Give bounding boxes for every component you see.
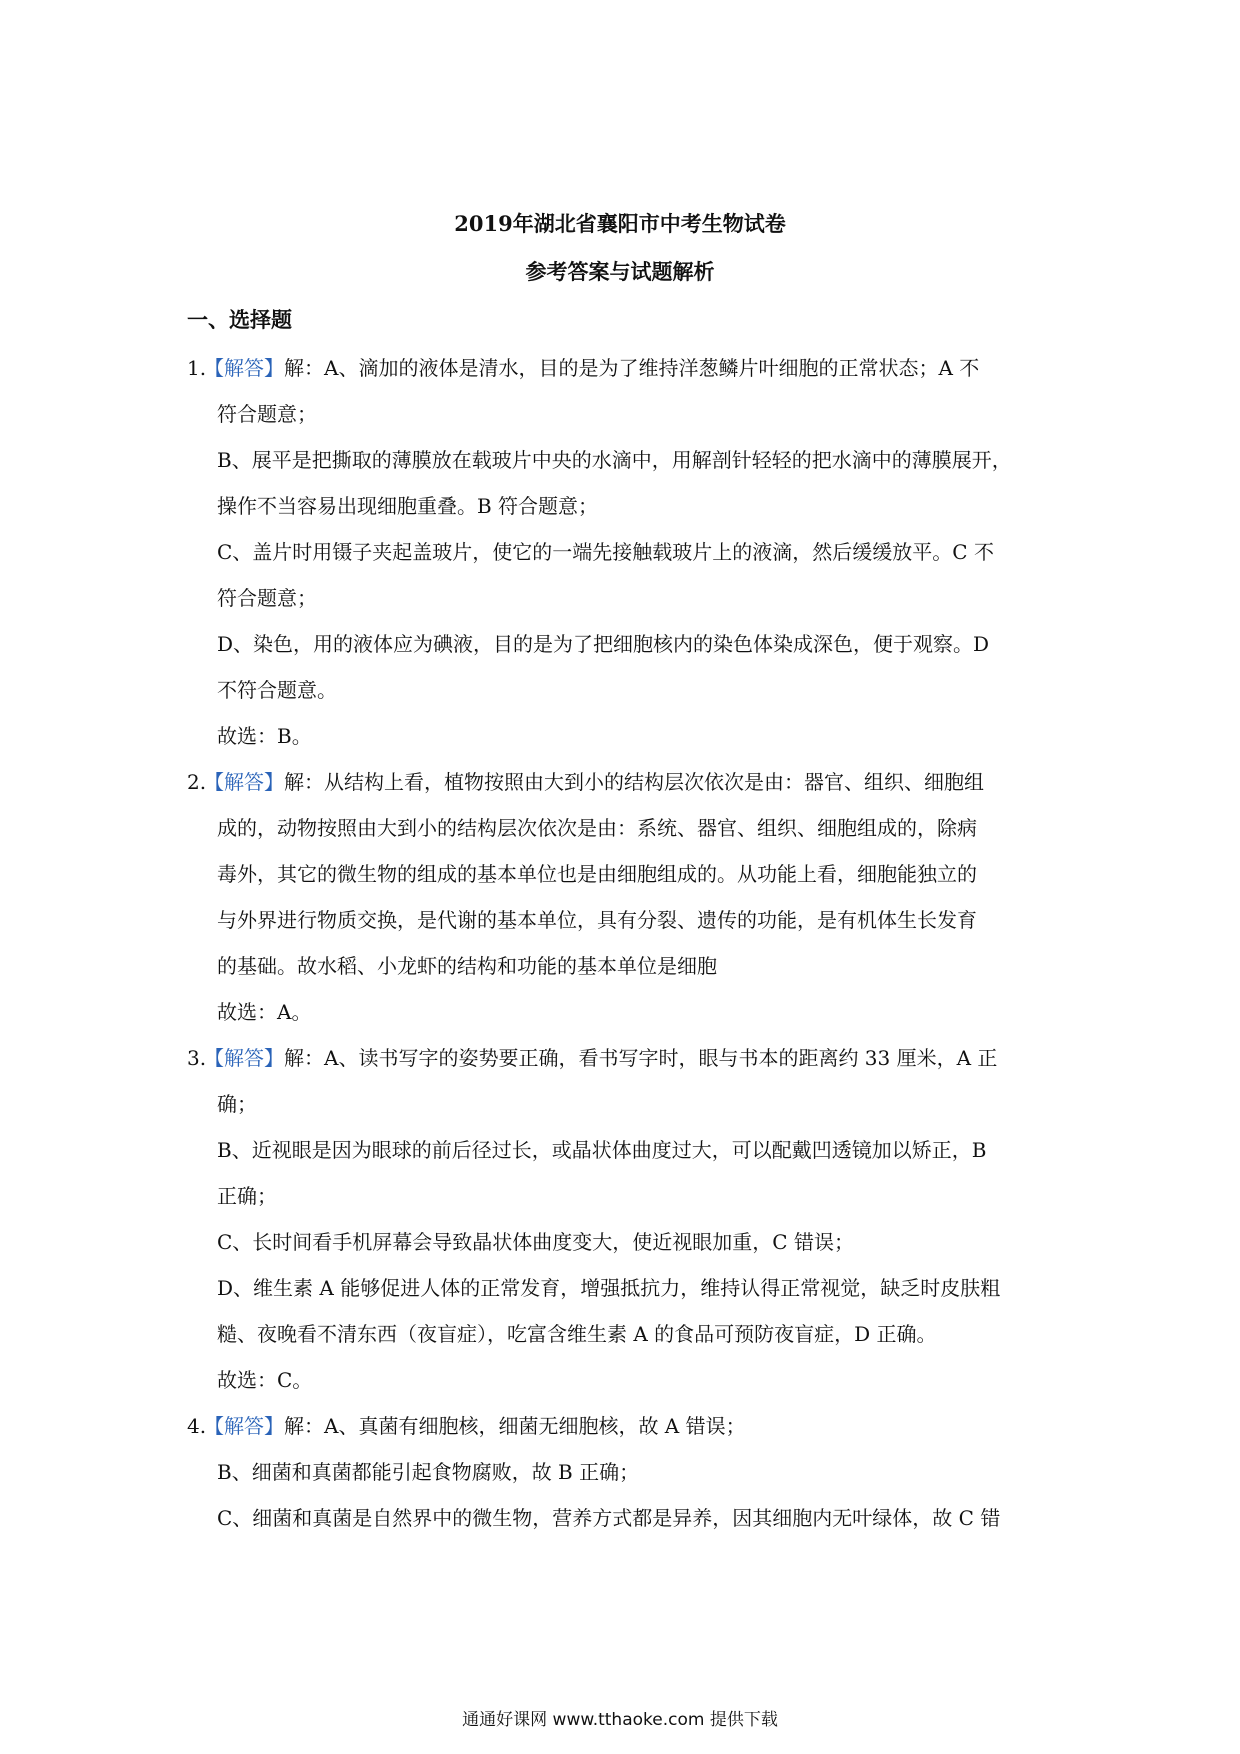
answer-text: 符合题意； <box>217 586 317 610</box>
answer-text: B、展平是把撕取的薄膜放在载玻片中央的水滴中，用解剖针轻轻的把水滴中的薄膜展开， <box>217 448 1012 472</box>
answer-text: C、长时间看手机屏幕会导致晶状体曲度变大，使近视眼加重，C 错误； <box>217 1230 854 1254</box>
answer-text: 成的，动物按照由大到小的结构层次依次是由：系统、器官、组织、细胞组成的，除病 <box>217 816 977 840</box>
answer-tag: 【解答】 <box>204 770 284 794</box>
answer-tag: 【解答】 <box>204 1414 284 1438</box>
answer-text: 符合题意； <box>217 402 317 426</box>
answer-text: 解：A、真菌有细胞核，细菌无细胞核，故 A 错误； <box>284 1414 746 1438</box>
answer-text: 操作不当容易出现细胞重叠。B 符合题意； <box>217 494 599 518</box>
page-title: 2019年湖北省襄阳市中考生物试卷 <box>454 211 786 236</box>
question-number: 4. <box>187 1414 207 1438</box>
answer-text: 确； <box>217 1092 257 1116</box>
answer-text: C、盖片时用镊子夹起盖玻片，使它的一端先接触载玻片上的液滴，然后缓缓放平。C 不 <box>217 540 994 564</box>
question-number: 3. <box>187 1046 207 1070</box>
answer-text: 不符合题意。 <box>217 678 337 702</box>
answer-text: B、近视眼是因为眼球的前后径过长，或晶状体曲度过大，可以配戴凹透镜加以矫正，B <box>217 1138 987 1162</box>
page-subtitle: 参考答案与试题解析 <box>525 259 715 284</box>
answer-text: 的基础。故水稻、小龙虾的结构和功能的基本单位是细胞 <box>217 954 717 978</box>
answer-text: 解：A、滴加的液体是清水，目的是为了维持洋葱鳞片叶细胞的正常状态；A 不 <box>284 356 980 380</box>
answer-text: 故选：C。 <box>217 1368 313 1392</box>
answer-text: 毒外，其它的微生物的组成的基本单位也是由细胞组成的。从功能上看，细胞能独立的 <box>217 862 977 886</box>
answer-text: 故选：A。 <box>217 1000 312 1024</box>
answer-text: B、细菌和真菌都能引起食物腐败，故 B 正确； <box>217 1460 640 1484</box>
answer-text: C、细菌和真菌是自然界中的微生物，营养方式都是异养，因其细胞内无叶绿体，故 C 错 <box>217 1506 1001 1530</box>
section-heading: 一、选择题 <box>187 307 292 332</box>
answer-text: 故选：B。 <box>217 724 312 748</box>
answer-text: 糙、夜晚看不清东西（夜盲症），吃富含维生素 A 的食品可预防夜盲症，D 正确。 <box>217 1322 937 1346</box>
answer-text: 解：A、读书写字的姿势要正确，看书写字时，眼与书本的距离约 33 厘米，A 正 <box>284 1046 998 1070</box>
answer-text: D、染色，用的液体应为碘液，目的是为了把细胞核内的染色体染成深色，便于观察。D <box>217 632 990 656</box>
answer-text: 与外界进行物质交换，是代谢的基本单位，具有分裂、遗传的功能，是有机体生长发育 <box>217 908 977 932</box>
question-number: 1. <box>187 356 207 380</box>
answer-text: 正确； <box>217 1184 277 1208</box>
page-footer: 通通好课网 www.tthaoke.com 提供下载 <box>462 1710 778 1730</box>
answer-text: D、维生素 A 能够促进人体的正常发育，增强抵抗力，维持认得正常视觉，缺乏时皮肤粗 <box>217 1276 1001 1300</box>
answer-tag: 【解答】 <box>204 356 284 380</box>
answer-text: 解：从结构上看，植物按照由大到小的结构层次依次是由：器官、组织、细胞组 <box>284 770 984 794</box>
answer-tag: 【解答】 <box>204 1046 284 1070</box>
question-number: 2. <box>187 770 207 794</box>
